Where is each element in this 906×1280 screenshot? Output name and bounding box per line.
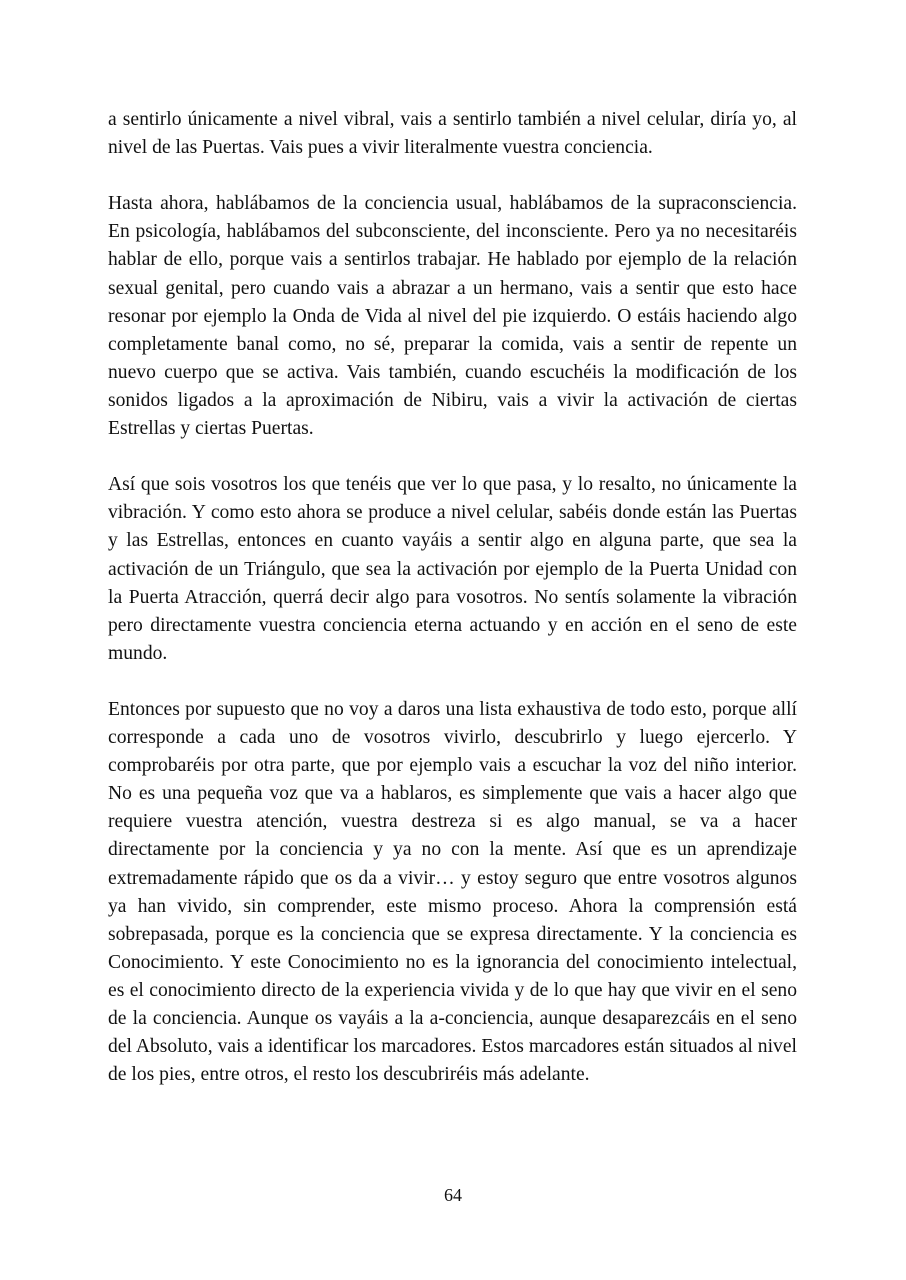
paragraph: Entonces por supuesto que no voy a daros una lista exhaustiva de todo esto, porque allí corresponde a cada uno de vosotros vivirlo, descubrirlo y luego ejercerlo. Y comprobaréis por otra parte, que por ejemplo vais a escuchar la voz del niño interior. No es una pequeña voz que va a hablaros, es simplemente que vais a hacer algo que requiere vuestra atención, vuestra destreza si es algo manual, se va a hacer directamente por la conciencia y ya no con la mente. Así que es un aprendizaje extremadamente rápido que os da a vivir… y estoy seguro que entre vosotros algunos ya han vivido, sin comprender, este mismo proceso. Ahora la comprensión está sobrepasada, porque es la conciencia que se expresa directamente. Y la conciencia es Conocimiento. Y este Conocimiento no es la ignorancia del conocimiento intelectual, es el conocimiento directo de la experiencia vivida y de lo que hay que vivir en el seno de la conciencia. Aunque os vayáis a la a-conciencia, aunque desaparezcáis en el seno del Absoluto, vais a identificar los marcadores. Estos marcadores están situados al nivel de los pies, entre otros, el resto los descubriréis más adelante.: [108, 698, 797, 1086]
paragraph: Hasta ahora, hablábamos de la conciencia usual, hablábamos de la supraconsciencia. En psicología, hablábamos del subconsciente, del inconsciente. Pero ya no necesitaréis hablar de ello, porque vais a sentirlos trabajar. He hablado por ejemplo de la relación sexual genital, pero cuando vais a abrazar a un hermano, vais a sentir que esto hace resonar por ejemplo la Onda de Vida al nivel del pie izquierdo. O estáis haciendo algo completamente banal como, no sé, preparar la comida, vais a sentir de repente un nuevo cuerpo que se activa. Vais también, cuando escuchéis la modificación de los sonidos ligados a la aproximación de Nibiru, vais a vivir la activación de ciertas Estrellas y ciertas Puertas.: [108, 193, 797, 440]
paragraph: a sentirlo únicamente a nivel vibral, vais a sentirlo también a nivel celular, diría yo, al nivel de las Puertas. Vais pues a vivir literalmente vuestra conciencia.: [108, 109, 797, 159]
page-number: 64: [444, 1185, 462, 1205]
body-text: [108, 106, 797, 1089]
paragraph: Así que sois vosotros los que tenéis que ver lo que pasa, y lo resalto, no únicamente la vibración. Y como esto ahora se produce a nivel celular, sabéis donde están las Puertas y las Estrellas, entonces en cuanto vayáis a sentir algo en alguna parte, que sea la activación de un Triángulo, que sea la activación por ejemplo de la Puerta Unidad con la Puerta Atracción, querrá decir algo para vosotros. No sentís solamente la vibración pero directamente vuestra conciencia eterna actuando y en acción en el seno de este mundo.: [108, 474, 797, 664]
